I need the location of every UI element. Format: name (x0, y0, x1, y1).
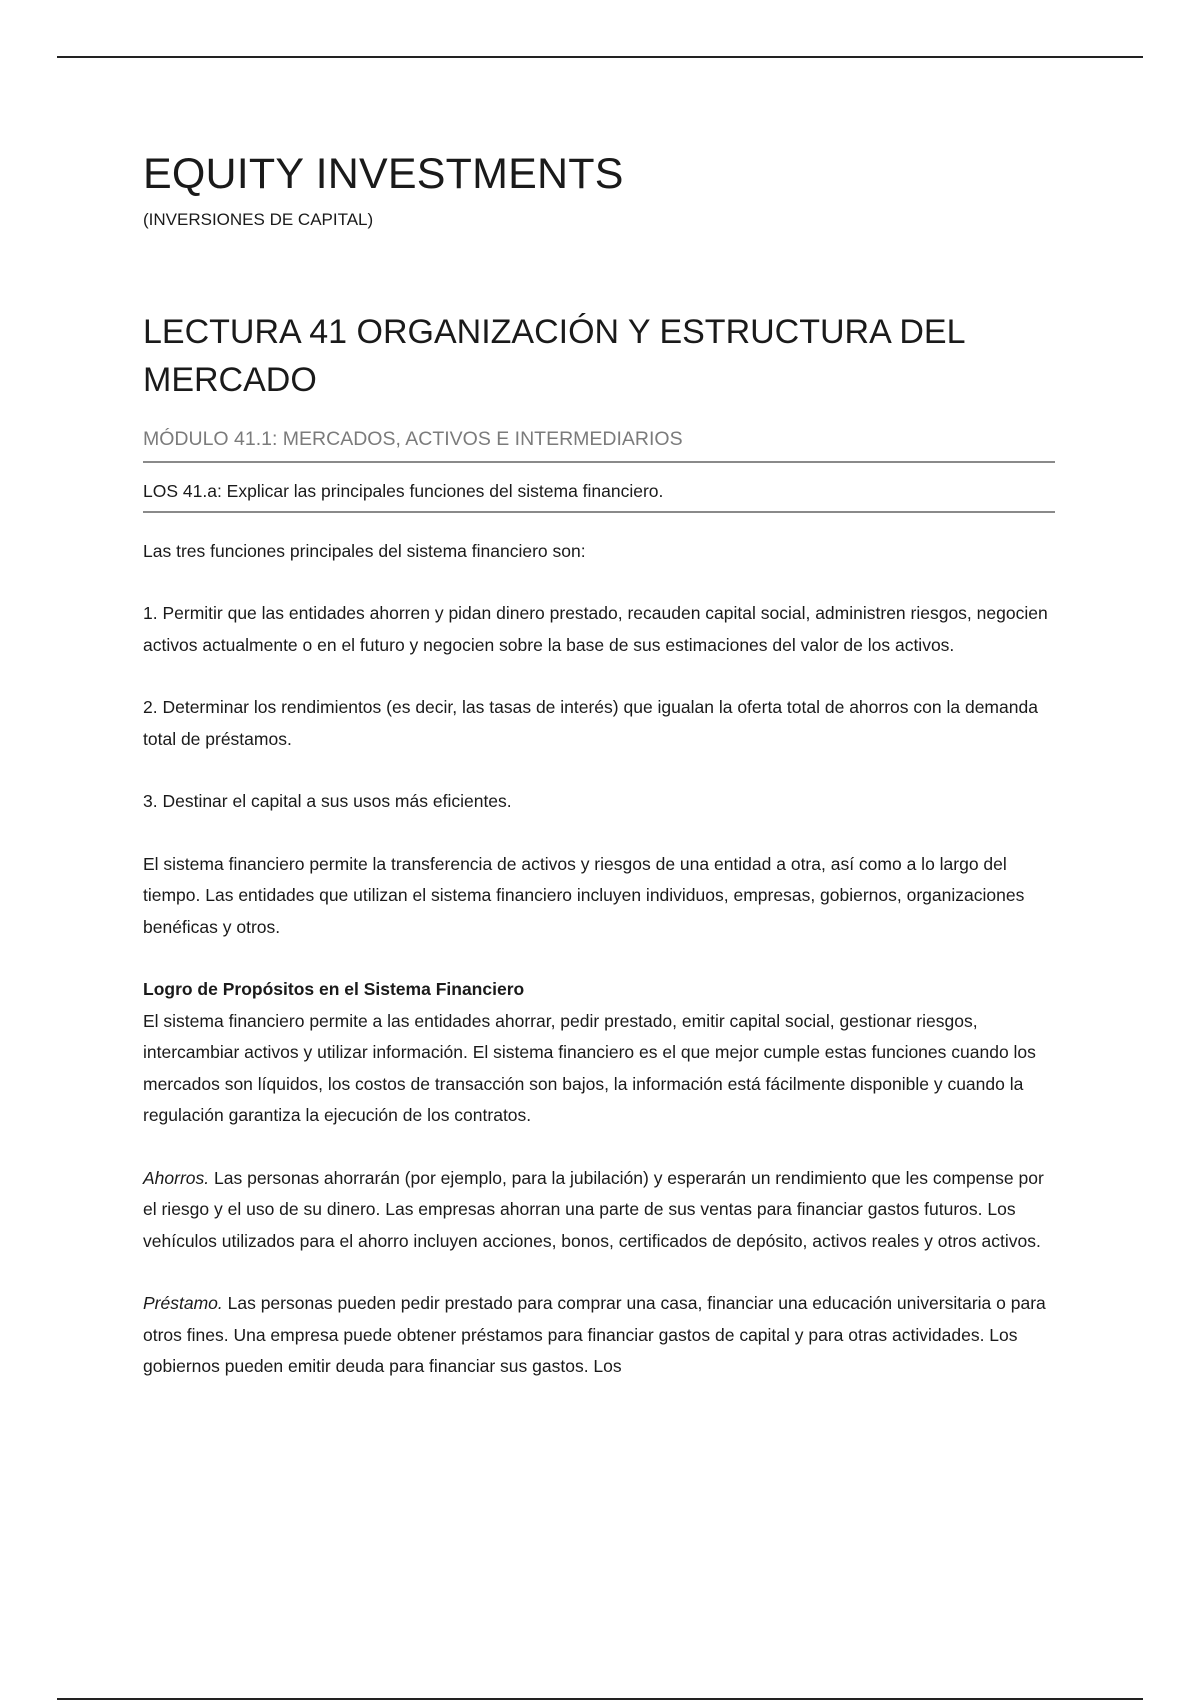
function-item-3: 3. Destinar el capital a sus usos más eficientes. (143, 791, 512, 812)
function-item-1: 1. Permitir que las entidades ahorren y pidan dinero prestado, recauden capital social, administren riesgos, negocien activos actualmente o en el futuro y negocien sobre la base de sus estimaciones del valor de los activos. (143, 603, 1048, 655)
learning-outcome-statement: LOS 41.a: Explicar las principales funciones del sistema financiero. (143, 463, 1055, 513)
savings-term: Ahorros. (143, 1167, 210, 1188)
savings-text: Las personas ahorrarán (por ejemplo, para la jubilación) y esperarán un rendimiento que les compense por el riesgo y el uso de su dinero. Las empresas ahorran una parte de sus ventas para financiar gastos futuros. Los vehículos utilizados para el ahorro incluyen acciones, bonos, certificados de depósito, activos reales y otros activos. (143, 1167, 1044, 1251)
section-heading: Logro de Propósitos en el Sistema Financiero (143, 979, 525, 1000)
borrowing-paragraph (143, 1288, 1055, 1383)
document-subtitle: (INVERSIONES DE CAPITAL) (143, 210, 374, 230)
module-heading: MÓDULO 41.1: MERCADOS, ACTIVOS E INTERMEDIARIOS (143, 426, 1055, 463)
section-paragraph: El sistema financiero permite a las entidades ahorrar, pedir prestado, emitir capital social, gestionar riesgos, intercambiar activos y utilizar información. El sistema financiero es el que mejor cumple estas funciones cuando los mercados son líquidos, los costos de transacción son bajos, la información está fácilmente disponible y cuando la regulación garantiza la ejecución de los contratos. (143, 1010, 1036, 1126)
savings-paragraph (143, 1163, 1055, 1258)
borrowing-text: Las personas pueden pedir prestado para comprar una casa, financiar una educación universitaria o para otros fines. Una empresa puede obtener préstamos para financiar gastos de capital y para otras actividades. Los gobiernos pueden emitir deuda para financiar sus gastos. Los (143, 1293, 1046, 1377)
document-title: EQUITY INVESTMENTS (143, 150, 624, 198)
document-body (143, 150, 1055, 1383)
borrowing-term: Préstamo. (143, 1293, 223, 1314)
function-item-2: 2. Determinar los rendimientos (es decir, las tasas de interés) que igualan la oferta total de ahorros con la demanda total de préstamos. (143, 697, 1038, 749)
lecture-title: LECTURA 41 ORGANIZACIÓN Y ESTRUCTURA DEL MERCADO (143, 312, 965, 399)
intro-paragraph: Las tres funciones principales del sistema financiero son: (143, 540, 586, 561)
transfer-paragraph: El sistema financiero permite la transferencia de activos y riesgos de una entidad a otra, así como a lo largo del tiempo. Las entidades que utilizan el sistema financiero incluyen individuos, empresas, gobiernos, organizaciones benéficas y otros. (143, 853, 1025, 937)
top-page-rule (57, 56, 1143, 58)
